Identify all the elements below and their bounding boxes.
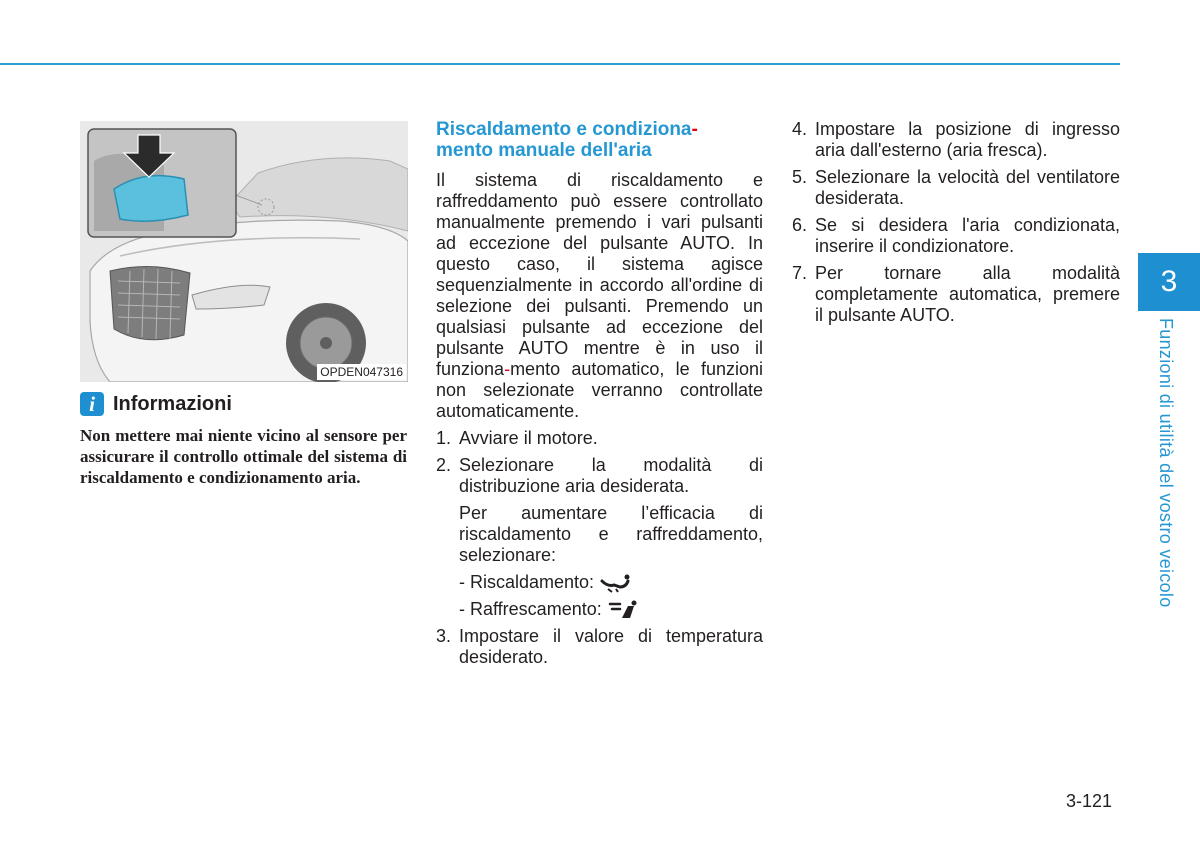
info-text: Non mettere mai niente vicino al sensore per assicurare il controllo ottimale del sistema di riscaldamento e condizionamento aria. [80,426,407,487]
step-2: 2. Selezionare la modalità di distribuzione aria desiderata. [436,455,763,496]
page-number: 3-121 [1066,791,1113,811]
info-icon: i [80,392,104,416]
top-rule [0,63,1120,65]
car-sensor-figure [80,121,408,382]
step-1: 1. Avviare il motore. [436,428,598,448]
chapter-number-tab: 3 [1138,253,1200,311]
car-illustration [80,121,408,382]
info-header [80,392,232,416]
mode-cooling: - Raffrescamento: [436,599,763,620]
step-3: 3. Impostare il valore di temperatura desiderato. [436,626,763,667]
floor-heat-icon [600,573,632,593]
figure-code: OPDEN047316 [317,364,406,380]
mode-heating: - Riscaldamento: [436,572,763,593]
step-2-note: Per aumentare l’efficacia di riscaldamento e raffreddamento, selezionare: [459,503,763,565]
face-vent-icon [608,600,640,620]
right-column [792,119,1120,332]
section-title: Riscaldamento e condiziona- mento manuale dell'aria [436,119,698,161]
step-4: 4. Impostare la posizione di ingresso aria dall'esterno (aria fresca). [792,119,1120,160]
middle-column [436,119,763,674]
step-5: 5. Selezionare la velocità del ventilatore desiderata. [792,167,1120,208]
info-title: Informazioni [113,392,232,415]
intro-paragraph: Il sistema di riscaldamento e raffreddamento può essere controllato manualmente premendo i vari pulsanti ad eccezione del pulsante AUTO. In questo caso, il sistema agisce sequenzialmente in accordo all'ordine di selezione dei pulsanti. Premendo un qualsiasi pulsante ad eccezione del pulsante AUTO mentre è in uso il funziona-mento automatico, le funzioni non selezionate verranno controllate automaticamente. [436,170,763,421]
step-7: 7. Per tornare alla modalità completamente automatica, premere il pulsante AUTO. [792,263,1120,325]
step-6: 6. Se si desidera l'aria condizionata, inserire il condizionatore. [792,215,1120,256]
chapter-title: Funzioni di utilità del vostro veicolo [1156,318,1176,608]
